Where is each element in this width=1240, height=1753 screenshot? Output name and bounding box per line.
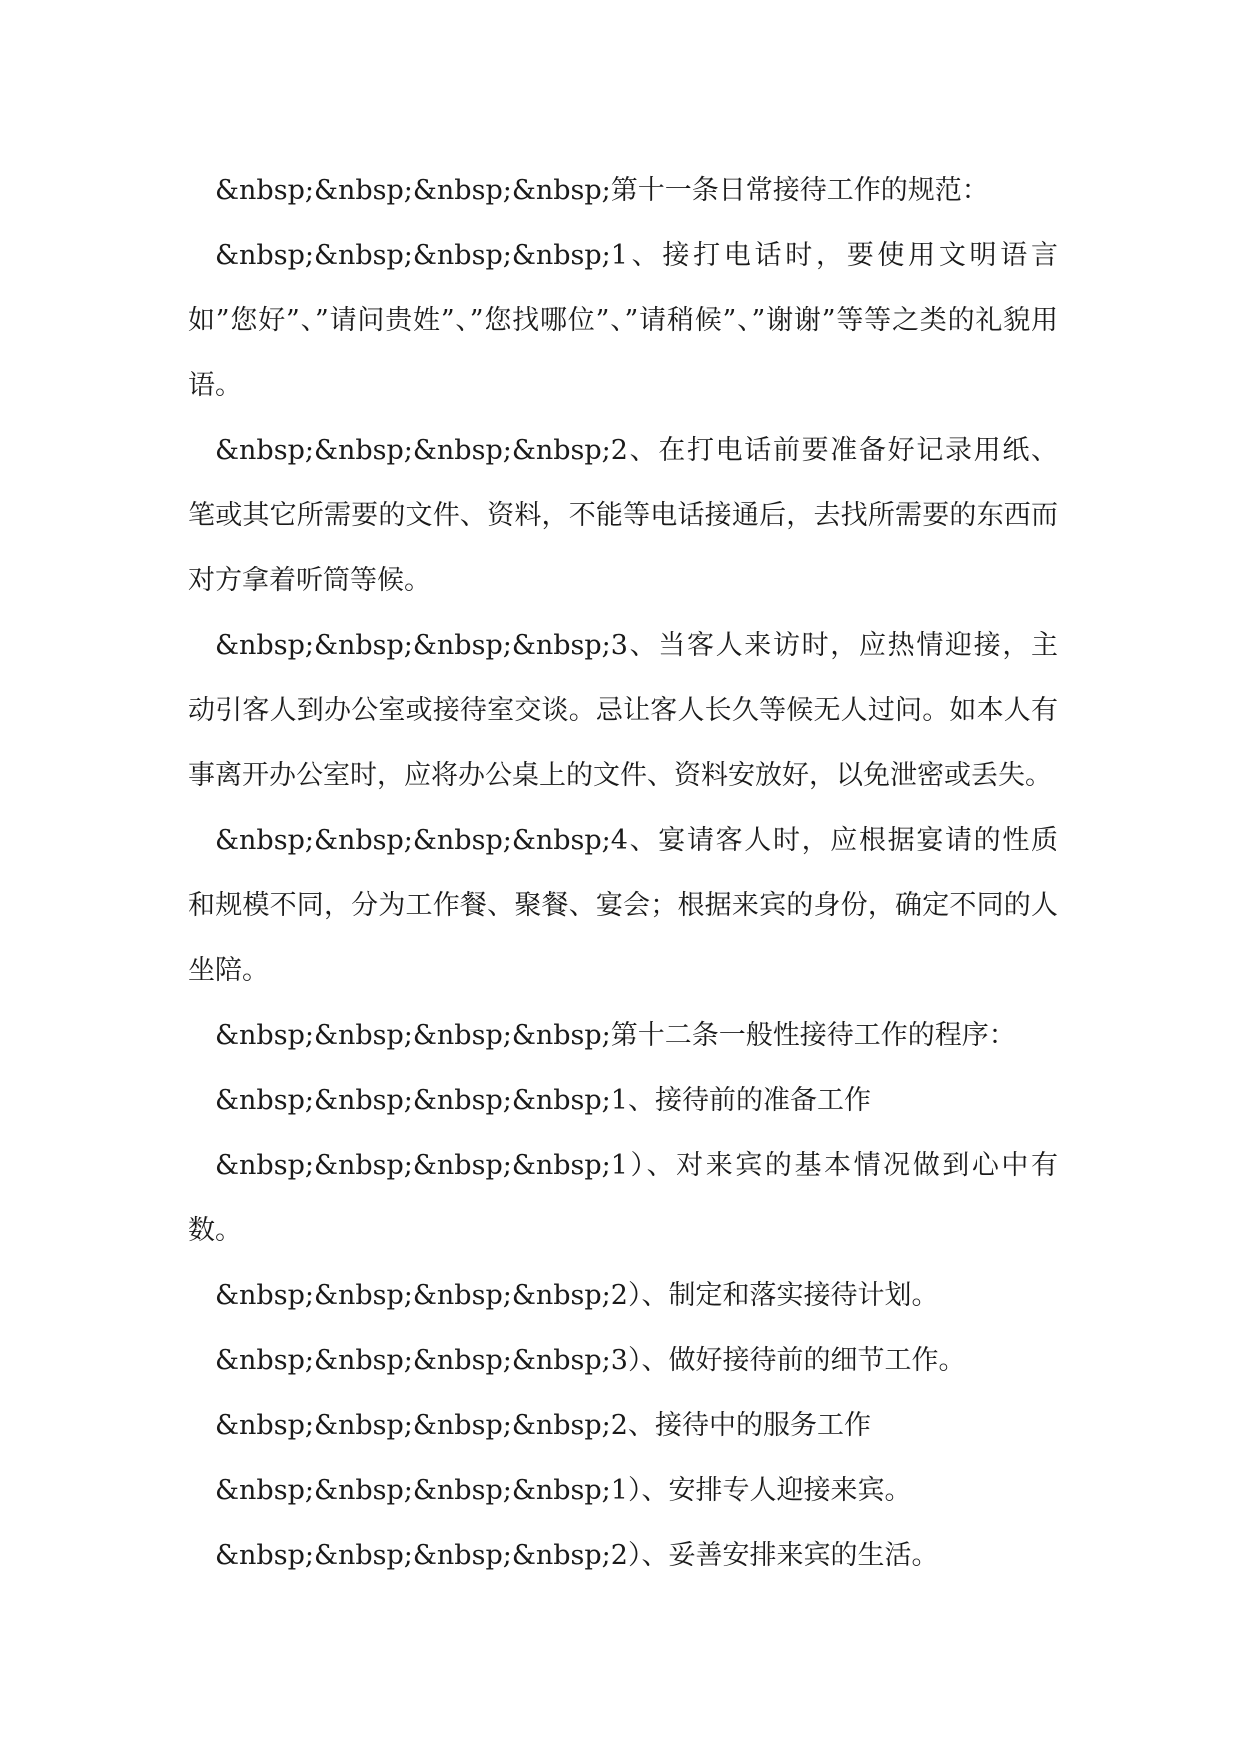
paragraph-subitem-2-reception-plan: &nbsp;&nbsp;&nbsp;&nbsp;2）、制定和落实接待计划。 — [215, 1280, 939, 1311]
paragraph-article-11-heading: &nbsp;&nbsp;&nbsp;&nbsp;第十一条日常接待工作的规范： — [215, 175, 989, 206]
paragraph-item-1-preparation: &nbsp;&nbsp;&nbsp;&nbsp;1、接待前的准备工作 — [215, 1085, 871, 1116]
paragraph-subitem-1-greeting: &nbsp;&nbsp;&nbsp;&nbsp;1）、安排专人迎接来宾。 — [215, 1475, 912, 1506]
paragraph-article-12-heading: &nbsp;&nbsp;&nbsp;&nbsp;第十二条一般性接待工作的程序： — [215, 1020, 1016, 1051]
paragraph-subitem-1-guest-info: &nbsp;&nbsp;&nbsp;&nbsp;1）、对来宾的基本情况做到心中有数。 — [188, 1150, 1058, 1246]
paragraph-subitem-3-details: &nbsp;&nbsp;&nbsp;&nbsp;3）、做好接待前的细节工作。 — [215, 1345, 966, 1376]
paragraph-item-4-banquet: &nbsp;&nbsp;&nbsp;&nbsp;4、宴请客人时，应根据宴请的性质和规模不同，分为工作餐、聚餐、宴会；根据来宾的身份，确定不同的人坐陪。 — [188, 825, 1058, 986]
paragraph-subitem-2-accommodation: &nbsp;&nbsp;&nbsp;&nbsp;2）、妥善安排来宾的生活。 — [215, 1540, 939, 1571]
paragraph-item-2-service: &nbsp;&nbsp;&nbsp;&nbsp;2、接待中的服务工作 — [215, 1410, 871, 1441]
paragraph-item-3-visitor-reception: &nbsp;&nbsp;&nbsp;&nbsp;3、当客人来访时，应热情迎接，主动引客人到办公室或接待室交谈。忌让客人长久等候无人过问。如本人有事离开办公室时，应将办公桌上的文件、资料安放好，以免泄密或丢失。 — [188, 630, 1058, 791]
document-body — [188, 158, 1058, 1588]
paragraph-item-2-phone-preparation: &nbsp;&nbsp;&nbsp;&nbsp;2、在打电话前要准备好记录用纸、笔或其它所需要的文件、资料，不能等电话接通后，去找所需要的东西而对方拿着听筒等候。 — [188, 435, 1058, 596]
paragraph-item-1-phone-etiquette: &nbsp;&nbsp;&nbsp;&nbsp;1、接打电话时，要使用文明语言如”您好”、”请问贵姓”、”您找哪位”、”请稍候”、”谢谢”等等之类的礼貌用语。 — [188, 240, 1058, 401]
